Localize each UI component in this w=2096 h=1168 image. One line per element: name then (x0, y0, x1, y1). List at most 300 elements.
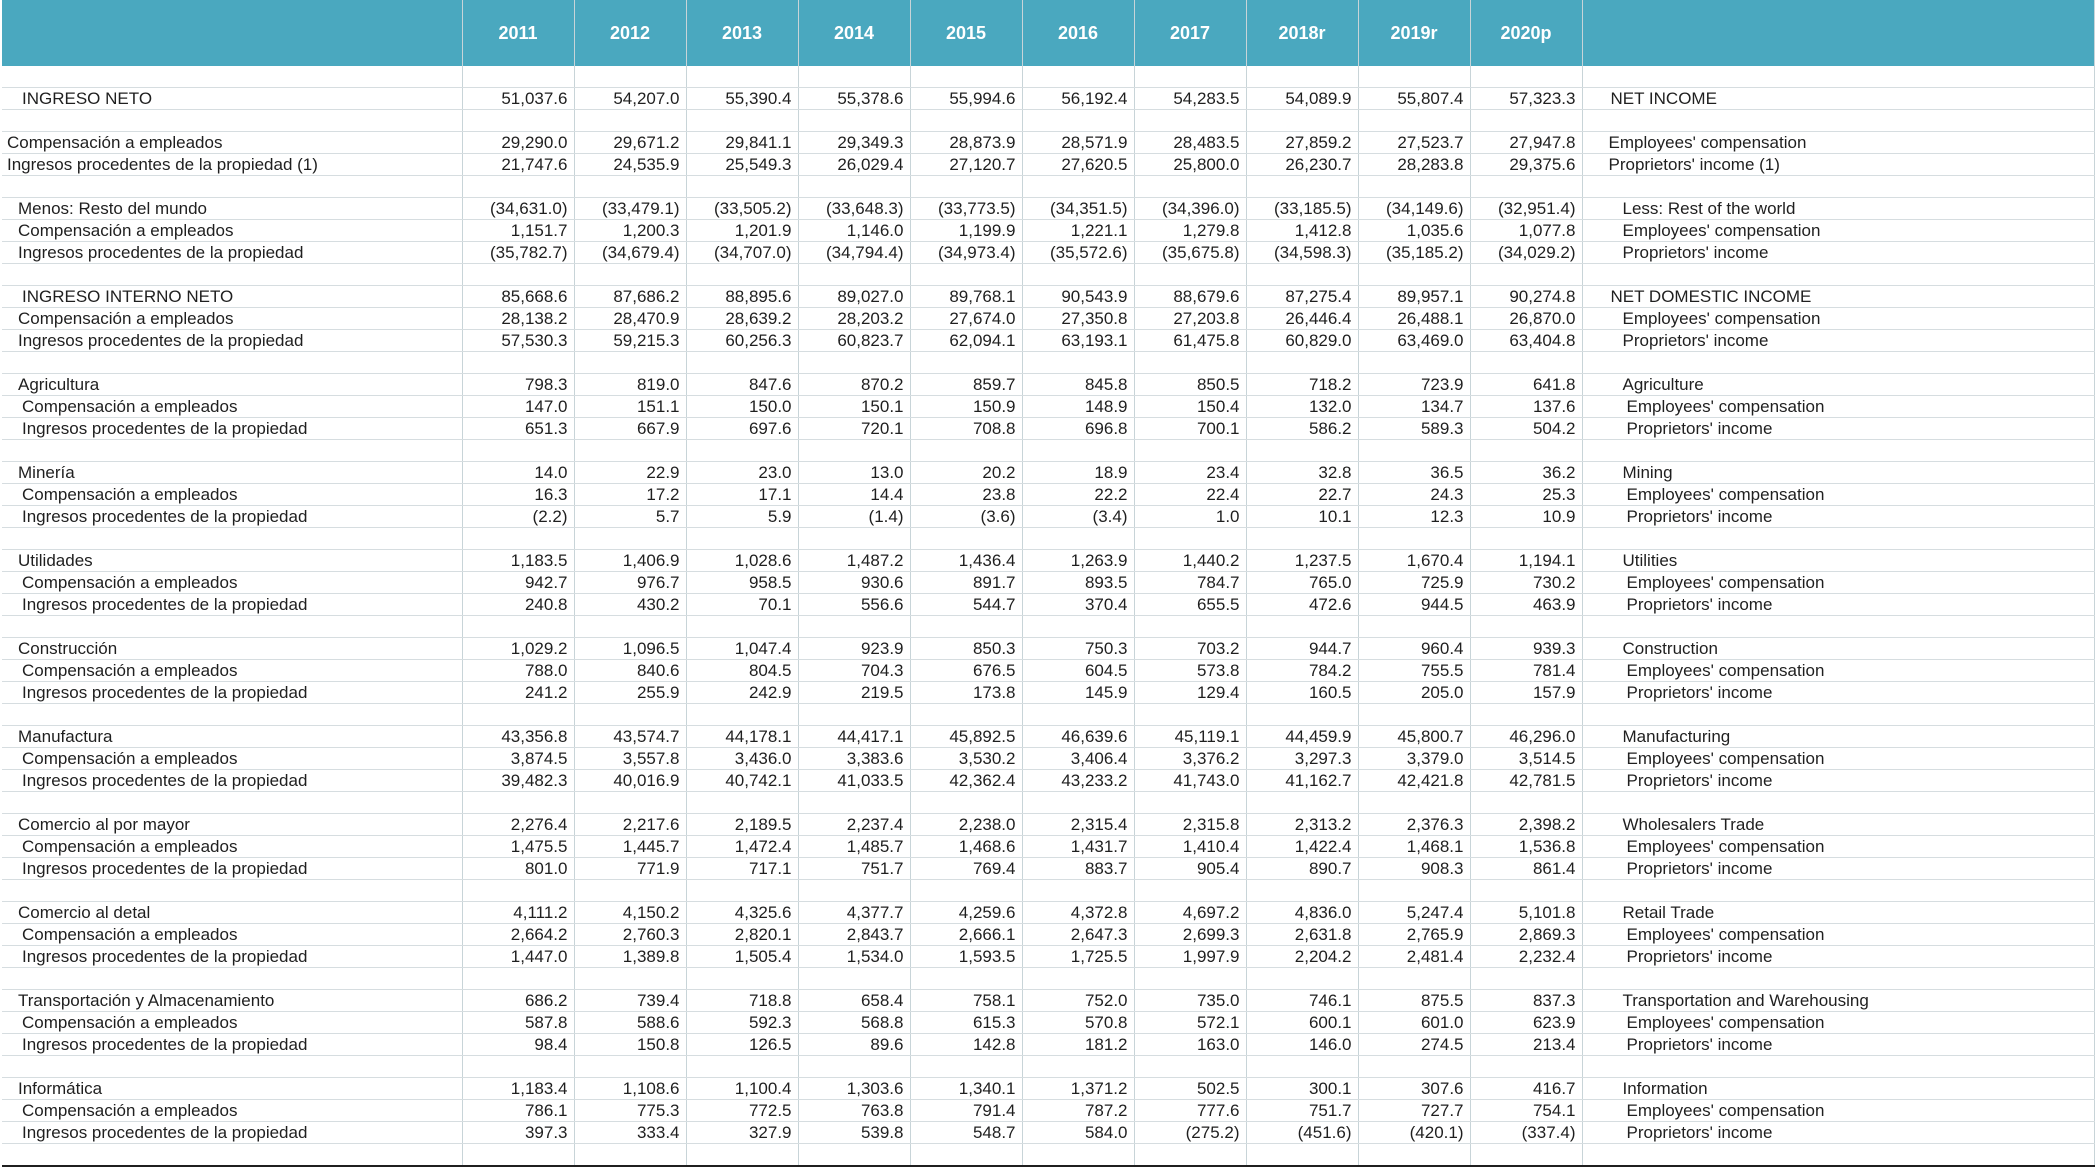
value-cell[interactable]: 24,535.9 (574, 154, 686, 176)
value-cell[interactable]: 32.8 (1246, 462, 1358, 484)
value-cell[interactable]: 1,201.9 (686, 220, 798, 242)
value-cell[interactable]: 2,820.1 (686, 924, 798, 946)
value-cell[interactable]: 23.8 (910, 484, 1022, 506)
value-cell[interactable]: 893.5 (1022, 572, 1134, 594)
row-label-es[interactable]: Compensación a empleados (2, 1100, 462, 1122)
row-label-es[interactable]: Construcción (2, 638, 462, 660)
empty-cell[interactable] (1022, 176, 1134, 198)
value-cell[interactable]: 63,469.0 (1358, 330, 1470, 352)
value-cell[interactable]: (34,707.0) (686, 242, 798, 264)
value-cell[interactable]: 1,447.0 (462, 946, 574, 968)
value-cell[interactable]: 615.3 (910, 1012, 1022, 1034)
value-cell[interactable]: 1,440.2 (1134, 550, 1246, 572)
value-cell[interactable]: 600.1 (1246, 1012, 1358, 1034)
value-cell[interactable]: 572.1 (1134, 1012, 1246, 1034)
empty-cell[interactable] (462, 440, 574, 462)
empty-cell[interactable] (1246, 704, 1358, 726)
value-cell[interactable]: 1.0 (1134, 506, 1246, 528)
value-cell[interactable]: (35,572.6) (1022, 242, 1134, 264)
row-label-en[interactable]: Employees' compensation (1582, 1100, 2094, 1122)
value-cell[interactable]: 51,037.6 (462, 88, 574, 110)
empty-cell[interactable] (1470, 792, 1582, 814)
value-cell[interactable]: 905.4 (1134, 858, 1246, 880)
row-label-es[interactable]: Ingresos procedentes de la propiedad (2, 418, 462, 440)
value-cell[interactable]: 59,215.3 (574, 330, 686, 352)
value-cell[interactable]: 150.1 (798, 396, 910, 418)
value-cell[interactable]: 697.6 (686, 418, 798, 440)
value-cell[interactable]: 2,313.2 (1246, 814, 1358, 836)
empty-cell[interactable] (686, 616, 798, 638)
row-label-es[interactable]: Ingresos procedentes de la propiedad (2, 242, 462, 264)
value-cell[interactable]: (34,149.6) (1358, 198, 1470, 220)
row-label-es[interactable]: Menos: Resto del mundo (2, 198, 462, 220)
empty-cell[interactable] (2, 352, 462, 374)
row-label-es[interactable]: Compensación a empleados (2, 396, 462, 418)
value-cell[interactable]: 28,639.2 (686, 308, 798, 330)
empty-cell[interactable] (910, 264, 1022, 286)
empty-cell[interactable] (574, 792, 686, 814)
value-cell[interactable]: 939.3 (1470, 638, 1582, 660)
empty-cell[interactable] (1134, 110, 1246, 132)
value-cell[interactable]: (34,351.5) (1022, 198, 1134, 220)
value-cell[interactable]: 727.7 (1358, 1100, 1470, 1122)
empty-cell[interactable] (798, 792, 910, 814)
value-cell[interactable]: 1,200.3 (574, 220, 686, 242)
row-label-es[interactable]: INGRESO INTERNO NETO (2, 286, 462, 308)
value-cell[interactable]: (420.1) (1358, 1122, 1470, 1144)
value-cell[interactable]: 655.5 (1134, 594, 1246, 616)
empty-cell[interactable] (462, 66, 574, 88)
empty-cell[interactable] (910, 66, 1022, 88)
empty-cell[interactable] (1470, 616, 1582, 638)
value-cell[interactable]: 504.2 (1470, 418, 1582, 440)
value-cell[interactable]: 573.8 (1134, 660, 1246, 682)
empty-cell[interactable] (462, 110, 574, 132)
value-cell[interactable]: 930.6 (798, 572, 910, 594)
value-cell[interactable]: 28,138.2 (462, 308, 574, 330)
value-cell[interactable]: 604.5 (1022, 660, 1134, 682)
empty-cell[interactable] (686, 264, 798, 286)
empty-cell[interactable] (1134, 1144, 1246, 1167)
empty-cell[interactable] (1470, 880, 1582, 902)
value-cell[interactable]: 36.5 (1358, 462, 1470, 484)
row-label-es[interactable]: Ingresos procedentes de la propiedad (2, 682, 462, 704)
value-cell[interactable]: 1,371.2 (1022, 1078, 1134, 1100)
empty-cell[interactable] (1582, 176, 2094, 198)
value-cell[interactable]: 89,027.0 (798, 286, 910, 308)
value-cell[interactable]: 850.3 (910, 638, 1022, 660)
value-cell[interactable]: 908.3 (1358, 858, 1470, 880)
value-cell[interactable]: 41,162.7 (1246, 770, 1358, 792)
empty-cell[interactable] (462, 792, 574, 814)
row-label-en[interactable]: Employees' compensation (1582, 572, 2094, 594)
empty-cell[interactable] (574, 352, 686, 374)
empty-cell[interactable] (1246, 968, 1358, 990)
value-cell[interactable]: 27,203.8 (1134, 308, 1246, 330)
value-cell[interactable]: 28,571.9 (1022, 132, 1134, 154)
value-cell[interactable]: 5.9 (686, 506, 798, 528)
value-cell[interactable]: 769.4 (910, 858, 1022, 880)
row-label-en[interactable]: Proprietors' income (1582, 1122, 2094, 1144)
empty-cell[interactable] (1134, 1056, 1246, 1078)
empty-cell[interactable] (2, 110, 462, 132)
value-cell[interactable]: 29,349.3 (798, 132, 910, 154)
value-cell[interactable]: 676.5 (910, 660, 1022, 682)
row-label-es[interactable]: Informática (2, 1078, 462, 1100)
value-cell[interactable]: 3,376.2 (1134, 748, 1246, 770)
value-cell[interactable]: 758.1 (910, 990, 1022, 1012)
value-cell[interactable]: 2,664.2 (462, 924, 574, 946)
empty-cell[interactable] (1022, 704, 1134, 726)
value-cell[interactable]: 213.4 (1470, 1034, 1582, 1056)
value-cell[interactable]: 40,742.1 (686, 770, 798, 792)
value-cell[interactable]: (33,479.1) (574, 198, 686, 220)
value-cell[interactable]: 751.7 (1246, 1100, 1358, 1122)
value-cell[interactable]: (34,029.2) (1470, 242, 1582, 264)
empty-cell[interactable] (910, 616, 1022, 638)
value-cell[interactable]: 181.2 (1022, 1034, 1134, 1056)
empty-cell[interactable] (798, 616, 910, 638)
value-cell[interactable]: (35,675.8) (1134, 242, 1246, 264)
value-cell[interactable]: 370.4 (1022, 594, 1134, 616)
empty-cell[interactable] (798, 440, 910, 462)
value-cell[interactable]: 1,406.9 (574, 550, 686, 572)
value-cell[interactable]: 1,100.4 (686, 1078, 798, 1100)
value-cell[interactable]: 1,487.2 (798, 550, 910, 572)
value-cell[interactable]: 1,468.1 (1358, 836, 1470, 858)
row-label-es[interactable]: Compensación a empleados (2, 484, 462, 506)
value-cell[interactable]: 641.8 (1470, 374, 1582, 396)
value-cell[interactable]: 723.9 (1358, 374, 1470, 396)
empty-cell[interactable] (574, 528, 686, 550)
empty-cell[interactable] (1246, 792, 1358, 814)
empty-cell[interactable] (686, 880, 798, 902)
empty-cell[interactable] (574, 264, 686, 286)
value-cell[interactable]: 98.4 (462, 1034, 574, 1056)
value-cell[interactable]: 18.9 (1022, 462, 1134, 484)
value-cell[interactable]: 840.6 (574, 660, 686, 682)
empty-cell[interactable] (1022, 1144, 1134, 1167)
value-cell[interactable]: 788.0 (462, 660, 574, 682)
value-cell[interactable]: 14.0 (462, 462, 574, 484)
empty-cell[interactable] (1470, 1056, 1582, 1078)
empty-cell[interactable] (1246, 352, 1358, 374)
empty-cell[interactable] (798, 704, 910, 726)
empty-cell[interactable] (798, 264, 910, 286)
value-cell[interactable]: 1,422.4 (1246, 836, 1358, 858)
row-label-es[interactable]: Agricultura (2, 374, 462, 396)
value-cell[interactable]: 787.2 (1022, 1100, 1134, 1122)
empty-cell[interactable] (910, 440, 1022, 462)
value-cell[interactable]: 90,543.9 (1022, 286, 1134, 308)
value-cell[interactable]: 944.5 (1358, 594, 1470, 616)
value-cell[interactable]: 36.2 (1470, 462, 1582, 484)
value-cell[interactable]: 819.0 (574, 374, 686, 396)
row-label-en[interactable]: NET INCOME (1582, 88, 2094, 110)
empty-cell[interactable] (2, 66, 462, 88)
empty-cell[interactable] (1358, 440, 1470, 462)
value-cell[interactable]: 17.2 (574, 484, 686, 506)
value-cell[interactable]: 589.3 (1358, 418, 1470, 440)
value-cell[interactable]: 847.6 (686, 374, 798, 396)
value-cell[interactable]: 23.0 (686, 462, 798, 484)
empty-cell[interactable] (462, 968, 574, 990)
empty-cell[interactable] (1582, 616, 2094, 638)
empty-cell[interactable] (462, 880, 574, 902)
value-cell[interactable]: 2,481.4 (1358, 946, 1470, 968)
value-cell[interactable]: 718.8 (686, 990, 798, 1012)
empty-cell[interactable] (1358, 66, 1470, 88)
empty-cell[interactable] (462, 264, 574, 286)
value-cell[interactable]: 771.9 (574, 858, 686, 880)
value-cell[interactable]: 720.1 (798, 418, 910, 440)
value-cell[interactable]: 3,874.5 (462, 748, 574, 770)
row-label-es[interactable]: Ingresos procedentes de la propiedad (1) (2, 154, 462, 176)
value-cell[interactable]: 1,475.5 (462, 836, 574, 858)
value-cell[interactable]: 1,410.4 (1134, 836, 1246, 858)
empty-cell[interactable] (798, 880, 910, 902)
value-cell[interactable]: 44,178.1 (686, 726, 798, 748)
empty-cell[interactable] (1470, 528, 1582, 550)
value-cell[interactable]: 44,459.9 (1246, 726, 1358, 748)
value-cell[interactable]: 1,035.6 (1358, 220, 1470, 242)
empty-cell[interactable] (1246, 66, 1358, 88)
row-label-es[interactable]: Utilidades (2, 550, 462, 572)
empty-cell[interactable] (686, 110, 798, 132)
empty-cell[interactable] (910, 792, 1022, 814)
value-cell[interactable]: 3,379.0 (1358, 748, 1470, 770)
empty-cell[interactable] (1246, 880, 1358, 902)
value-cell[interactable]: 784.2 (1246, 660, 1358, 682)
value-cell[interactable]: 26,029.4 (798, 154, 910, 176)
value-cell[interactable]: 60,256.3 (686, 330, 798, 352)
row-label-es[interactable]: Compensación a empleados (2, 836, 462, 858)
value-cell[interactable]: 2,647.3 (1022, 924, 1134, 946)
value-cell[interactable]: 1,029.2 (462, 638, 574, 660)
value-cell[interactable]: 623.9 (1470, 1012, 1582, 1034)
value-cell[interactable]: (2.2) (462, 506, 574, 528)
empty-cell[interactable] (1246, 110, 1358, 132)
empty-cell[interactable] (910, 352, 1022, 374)
value-cell[interactable]: 2,699.3 (1134, 924, 1246, 946)
empty-cell[interactable] (1358, 176, 1470, 198)
row-label-en[interactable]: Proprietors' income (1582, 858, 2094, 880)
value-cell[interactable]: 26,230.7 (1246, 154, 1358, 176)
value-cell[interactable]: (32,951.4) (1470, 198, 1582, 220)
empty-cell[interactable] (1582, 264, 2094, 286)
value-cell[interactable]: 29,375.6 (1470, 154, 1582, 176)
value-cell[interactable]: 4,325.6 (686, 902, 798, 924)
value-cell[interactable]: 142.8 (910, 1034, 1022, 1056)
value-cell[interactable]: 548.7 (910, 1122, 1022, 1144)
value-cell[interactable]: 570.8 (1022, 1012, 1134, 1034)
row-label-es[interactable]: Transportación y Almacenamiento (2, 990, 462, 1012)
value-cell[interactable]: 700.1 (1134, 418, 1246, 440)
value-cell[interactable]: 3,297.3 (1246, 748, 1358, 770)
value-cell[interactable]: 784.7 (1134, 572, 1246, 594)
row-label-en[interactable]: Mining (1582, 462, 2094, 484)
empty-cell[interactable] (1470, 110, 1582, 132)
empty-cell[interactable] (574, 968, 686, 990)
value-cell[interactable]: 755.5 (1358, 660, 1470, 682)
value-cell[interactable]: 786.1 (462, 1100, 574, 1122)
empty-cell[interactable] (1022, 1056, 1134, 1078)
value-cell[interactable]: 1,389.8 (574, 946, 686, 968)
empty-cell[interactable] (2, 1056, 462, 1078)
value-cell[interactable]: 62,094.1 (910, 330, 1022, 352)
value-cell[interactable]: 1,725.5 (1022, 946, 1134, 968)
value-cell[interactable]: 28,203.2 (798, 308, 910, 330)
value-cell[interactable]: 56,192.4 (1022, 88, 1134, 110)
value-cell[interactable]: 791.4 (910, 1100, 1022, 1122)
value-cell[interactable]: 1,151.7 (462, 220, 574, 242)
value-cell[interactable]: 2,237.4 (798, 814, 910, 836)
empty-cell[interactable] (1582, 968, 2094, 990)
value-cell[interactable]: (3.6) (910, 506, 1022, 528)
value-cell[interactable]: 651.3 (462, 418, 574, 440)
empty-cell[interactable] (1022, 880, 1134, 902)
value-cell[interactable]: 26,870.0 (1470, 308, 1582, 330)
value-cell[interactable]: 587.8 (462, 1012, 574, 1034)
empty-cell[interactable] (686, 968, 798, 990)
value-cell[interactable]: 1,028.6 (686, 550, 798, 572)
value-cell[interactable]: 891.7 (910, 572, 1022, 594)
value-cell[interactable]: 4,150.2 (574, 902, 686, 924)
empty-cell[interactable] (1022, 968, 1134, 990)
row-label-en[interactable]: Employees' compensation (1582, 396, 2094, 418)
row-label-es[interactable]: Ingresos procedentes de la propiedad (2, 1122, 462, 1144)
value-cell[interactable]: 1,534.0 (798, 946, 910, 968)
value-cell[interactable]: 54,207.0 (574, 88, 686, 110)
empty-cell[interactable] (1470, 440, 1582, 462)
value-cell[interactable]: 5,101.8 (1470, 902, 1582, 924)
value-cell[interactable]: 55,390.4 (686, 88, 798, 110)
value-cell[interactable]: 45,119.1 (1134, 726, 1246, 748)
value-cell[interactable]: (33,185.5) (1246, 198, 1358, 220)
value-cell[interactable]: (35,782.7) (462, 242, 574, 264)
value-cell[interactable]: 21,747.6 (462, 154, 574, 176)
row-label-es[interactable]: Ingresos procedentes de la propiedad (2, 506, 462, 528)
value-cell[interactable]: 63,404.8 (1470, 330, 1582, 352)
value-cell[interactable]: 89.6 (798, 1034, 910, 1056)
empty-cell[interactable] (1470, 704, 1582, 726)
row-label-en[interactable]: Employees' compensation (1582, 924, 2094, 946)
row-label-es[interactable]: Comercio al detal (2, 902, 462, 924)
row-label-en[interactable]: Less: Rest of the world (1582, 198, 2094, 220)
empty-cell[interactable] (1582, 792, 2094, 814)
value-cell[interactable]: 686.2 (462, 990, 574, 1012)
value-cell[interactable]: 5,247.4 (1358, 902, 1470, 924)
row-label-en[interactable]: Manufacturing (1582, 726, 2094, 748)
value-cell[interactable]: 57,323.3 (1470, 88, 1582, 110)
empty-cell[interactable] (462, 616, 574, 638)
value-cell[interactable]: 765.0 (1246, 572, 1358, 594)
value-cell[interactable]: 300.1 (1246, 1078, 1358, 1100)
value-cell[interactable]: 1,505.4 (686, 946, 798, 968)
value-cell[interactable]: 150.4 (1134, 396, 1246, 418)
empty-cell[interactable] (910, 110, 1022, 132)
value-cell[interactable]: 28,283.8 (1358, 154, 1470, 176)
value-cell[interactable]: 667.9 (574, 418, 686, 440)
empty-cell[interactable] (462, 528, 574, 550)
empty-cell[interactable] (1134, 704, 1246, 726)
empty-cell[interactable] (910, 528, 1022, 550)
empty-cell[interactable] (686, 792, 798, 814)
empty-cell[interactable] (2, 968, 462, 990)
value-cell[interactable]: 29,671.2 (574, 132, 686, 154)
value-cell[interactable]: 28,873.9 (910, 132, 1022, 154)
value-cell[interactable]: 28,483.5 (1134, 132, 1246, 154)
empty-cell[interactable] (1470, 352, 1582, 374)
empty-cell[interactable] (2, 616, 462, 638)
value-cell[interactable]: 1,472.4 (686, 836, 798, 858)
value-cell[interactable]: 2,232.4 (1470, 946, 1582, 968)
empty-cell[interactable] (1134, 880, 1246, 902)
row-label-es[interactable]: INGRESO NETO (2, 88, 462, 110)
empty-cell[interactable] (2, 880, 462, 902)
value-cell[interactable]: 586.2 (1246, 418, 1358, 440)
value-cell[interactable]: 41,743.0 (1134, 770, 1246, 792)
row-label-en[interactable]: Proprietors' income (1582, 682, 2094, 704)
value-cell[interactable]: (33,505.2) (686, 198, 798, 220)
value-cell[interactable]: 22.4 (1134, 484, 1246, 506)
value-cell[interactable]: (34,679.4) (574, 242, 686, 264)
value-cell[interactable]: 22.9 (574, 462, 686, 484)
empty-cell[interactable] (1582, 704, 2094, 726)
value-cell[interactable]: 2,398.2 (1470, 814, 1582, 836)
value-cell[interactable]: 1,199.9 (910, 220, 1022, 242)
empty-cell[interactable] (798, 1056, 910, 1078)
empty-cell[interactable] (1134, 528, 1246, 550)
value-cell[interactable]: 4,259.6 (910, 902, 1022, 924)
value-cell[interactable]: 46,296.0 (1470, 726, 1582, 748)
value-cell[interactable]: 539.8 (798, 1122, 910, 1144)
value-cell[interactable]: (3.4) (1022, 506, 1134, 528)
empty-cell[interactable] (1134, 792, 1246, 814)
value-cell[interactable]: 976.7 (574, 572, 686, 594)
empty-cell[interactable] (910, 704, 1022, 726)
value-cell[interactable]: (34,631.0) (462, 198, 574, 220)
value-cell[interactable]: 44,417.1 (798, 726, 910, 748)
value-cell[interactable]: 5.7 (574, 506, 686, 528)
row-label-es[interactable]: Compensación a empleados (2, 1012, 462, 1034)
value-cell[interactable]: 39,482.3 (462, 770, 574, 792)
value-cell[interactable]: 804.5 (686, 660, 798, 682)
row-label-en[interactable]: Employees' compensation (1582, 308, 2094, 330)
empty-cell[interactable] (798, 968, 910, 990)
value-cell[interactable]: 735.0 (1134, 990, 1246, 1012)
empty-cell[interactable] (1246, 1144, 1358, 1167)
row-label-en[interactable]: Proprietors' income (1582, 330, 2094, 352)
value-cell[interactable]: 88,895.6 (686, 286, 798, 308)
value-cell[interactable]: 87,686.2 (574, 286, 686, 308)
empty-cell[interactable] (1022, 792, 1134, 814)
empty-cell[interactable] (462, 176, 574, 198)
row-label-en[interactable]: Construction (1582, 638, 2094, 660)
value-cell[interactable]: 850.5 (1134, 374, 1246, 396)
row-label-es[interactable]: Compensación a empleados (2, 748, 462, 770)
value-cell[interactable]: (34,973.4) (910, 242, 1022, 264)
value-cell[interactable]: 1,593.5 (910, 946, 1022, 968)
value-cell[interactable]: 22.2 (1022, 484, 1134, 506)
value-cell[interactable]: 746.1 (1246, 990, 1358, 1012)
value-cell[interactable]: 219.5 (798, 682, 910, 704)
value-cell[interactable]: 1,412.8 (1246, 220, 1358, 242)
empty-cell[interactable] (1582, 880, 2094, 902)
value-cell[interactable]: 1,670.4 (1358, 550, 1470, 572)
row-label-es[interactable]: Minería (2, 462, 462, 484)
empty-cell[interactable] (1358, 1144, 1470, 1167)
